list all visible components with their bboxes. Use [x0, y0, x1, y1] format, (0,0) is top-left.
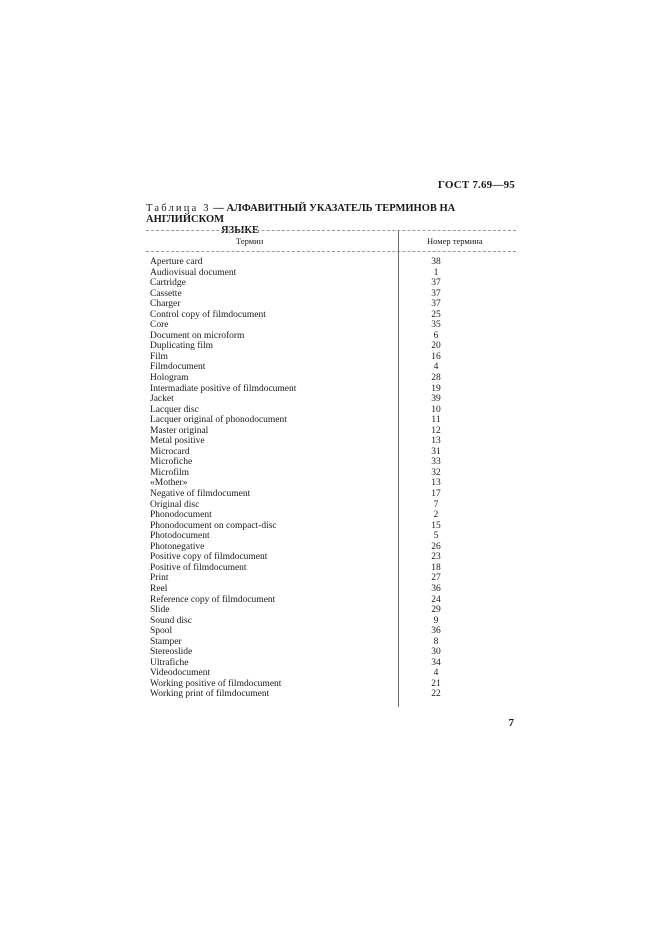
table-row: [150, 626, 520, 637]
term-number-cell: 11: [431, 415, 441, 426]
table-row: [150, 394, 520, 405]
term-cell: Film: [150, 351, 168, 362]
term-cell: Videodocument: [150, 668, 211, 679]
table-row: [150, 637, 520, 648]
table-row: [150, 289, 520, 300]
table-row: [150, 647, 520, 658]
table-row: [150, 616, 520, 627]
term-number-cell: 29: [431, 605, 441, 616]
table-row: [150, 320, 520, 331]
table-top-rule: [146, 230, 516, 231]
table-header: [146, 236, 516, 248]
table-row: [150, 478, 520, 489]
term-cell: Metal positive: [150, 436, 205, 447]
table-row: [150, 457, 520, 468]
table-row: [150, 689, 520, 700]
term-cell: Intermadiate positive of filmdocument: [150, 383, 297, 394]
table-row: [150, 278, 520, 289]
term-number-cell: 16: [431, 351, 441, 362]
term-cell: Slide: [150, 605, 170, 616]
term-number-cell: 23: [431, 552, 441, 563]
term-cell: Cassette: [150, 288, 182, 299]
term-cell: Document on microform: [150, 330, 245, 341]
table-row: [150, 352, 520, 363]
term-cell: Master original: [150, 425, 209, 436]
table-row: [150, 426, 520, 437]
table-row: [150, 595, 520, 606]
table-row: [150, 658, 520, 669]
term-number-cell: 4: [433, 362, 439, 373]
table-row: [150, 510, 520, 521]
term-number-cell: 19: [431, 383, 441, 394]
term-cell: Lacquer original of phonodocument: [150, 415, 287, 426]
term-number-cell: 6: [433, 330, 439, 341]
term-cell: Lacquer disc: [150, 404, 199, 415]
term-number-cell: 37: [431, 299, 441, 310]
term-cell: Negative of filmdocument: [150, 489, 251, 500]
term-number-cell: 4: [433, 668, 439, 679]
term-number-cell: 17: [431, 489, 441, 500]
term-cell: Phonodocument on compact-disc: [150, 520, 277, 531]
term-number-cell: 8: [433, 636, 439, 647]
term-cell: Print: [150, 573, 169, 584]
term-cell: Photonegative: [150, 541, 205, 552]
term-cell: «Mother»: [150, 478, 188, 489]
term-number-cell: 34: [431, 657, 441, 668]
table-row: [150, 468, 520, 479]
term-number-cell: 13: [431, 478, 441, 489]
term-cell: Spool: [150, 626, 173, 637]
table-row: [150, 679, 520, 690]
term-number-cell: 36: [431, 626, 441, 637]
table-row: [150, 668, 520, 679]
term-cell: Duplicating film: [150, 341, 214, 352]
term-cell: Cartridge: [150, 278, 186, 289]
term-number-cell: 30: [431, 647, 441, 658]
term-number-cell: 39: [431, 394, 441, 405]
term-number-cell: 33: [431, 457, 441, 468]
table-row: [150, 268, 520, 279]
term-number-cell: 21: [431, 678, 441, 689]
term-number-cell: 12: [431, 425, 441, 436]
term-number-cell: 1: [433, 267, 439, 278]
term-cell: Hologram: [150, 373, 189, 384]
term-number-cell: 25: [431, 309, 441, 320]
term-number-cell: 38: [431, 257, 441, 267]
term-number-cell: 20: [431, 341, 441, 352]
term-number-cell: 36: [431, 583, 441, 594]
table-row: [150, 415, 520, 426]
table-row: [150, 521, 520, 532]
term-number-cell: 2: [433, 510, 439, 521]
table-row: [150, 563, 520, 574]
table-title: [146, 203, 516, 236]
term-cell: Control copy of filmdocument: [150, 309, 266, 320]
term-number-cell: 37: [431, 278, 441, 289]
table-row: [150, 542, 520, 553]
term-cell: Working print of filmdocument: [150, 689, 270, 700]
term-cell: Filmdocument: [150, 362, 206, 373]
table-row: [150, 500, 520, 511]
term-cell: Stamper: [150, 636, 182, 647]
page-number: 7: [508, 717, 514, 729]
table-row: [150, 436, 520, 447]
term-cell: Ultrafiche: [150, 657, 189, 668]
term-cell: Stereoslide: [150, 647, 193, 658]
table-row: [150, 447, 520, 458]
term-cell: Positive of filmdocument: [150, 562, 247, 573]
term-cell: Aperture card: [150, 257, 203, 267]
term-cell: Sound disc: [150, 615, 192, 626]
table-row: [150, 405, 520, 416]
document-code: ГОСТ 7.69—95: [437, 179, 515, 191]
term-number-cell: 9: [433, 615, 439, 626]
term-cell: Reference copy of filmdocument: [150, 594, 276, 605]
table-row: [150, 584, 520, 595]
term-number-cell: 22: [431, 689, 441, 700]
table-row: [150, 384, 520, 395]
term-number-cell: 7: [433, 499, 439, 510]
term-number-cell: 15: [431, 520, 441, 531]
table-title-line-1: — АЛФАВИТНЫЙ УКАЗАТЕЛЬ ТЕРМИНОВ НА АНГЛИЙСКОМ: [146, 203, 456, 225]
table-row: [150, 299, 520, 310]
table-row: [150, 362, 520, 373]
table-label: Таблица 3: [146, 203, 211, 214]
column-header-term: Термин: [236, 236, 264, 246]
term-cell: Audiovisual document: [150, 267, 237, 278]
table-row: [150, 331, 520, 342]
table-row: [150, 531, 520, 542]
term-cell: Phonodocument: [150, 510, 212, 521]
term-number-cell: 37: [431, 288, 441, 299]
term-number-cell: 26: [431, 541, 441, 552]
term-cell: Core: [150, 320, 169, 331]
table-row: [150, 310, 520, 321]
term-cell: Working positive of filmdocument: [150, 678, 282, 689]
table-row: [150, 489, 520, 500]
term-cell: Positive copy of filmdocument: [150, 552, 268, 563]
term-cell: Original disc: [150, 499, 200, 510]
table-row: [150, 552, 520, 563]
term-number-cell: 31: [431, 446, 441, 457]
table-row: [150, 605, 520, 616]
column-header-number: Номер термина: [427, 236, 483, 246]
term-number-cell: 10: [431, 404, 441, 415]
table-row: [150, 341, 520, 352]
terms-table-body: [150, 257, 520, 700]
table-header-rule: [146, 251, 516, 252]
term-cell: Microfilm: [150, 467, 190, 478]
term-number-cell: 27: [431, 573, 441, 584]
term-number-cell: 13: [431, 436, 441, 447]
term-cell: Microcard: [150, 446, 190, 457]
term-cell: Jacket: [150, 394, 174, 405]
term-number-cell: 32: [431, 467, 441, 478]
term-cell: Charger: [150, 299, 181, 310]
term-cell: Microfiche: [150, 457, 193, 468]
table-row: [150, 373, 520, 384]
table-row: [150, 573, 520, 584]
term-number-cell: 35: [431, 320, 441, 331]
term-number-cell: 5: [433, 531, 439, 542]
table-row: [150, 257, 520, 268]
term-cell: Photodocument: [150, 531, 210, 542]
term-cell: Reel: [150, 583, 168, 594]
table-title-line-2: ЯЗЫКЕ: [221, 225, 260, 236]
term-number-cell: 18: [431, 562, 441, 573]
term-number-cell: 24: [431, 594, 441, 605]
term-number-cell: 28: [431, 373, 441, 384]
